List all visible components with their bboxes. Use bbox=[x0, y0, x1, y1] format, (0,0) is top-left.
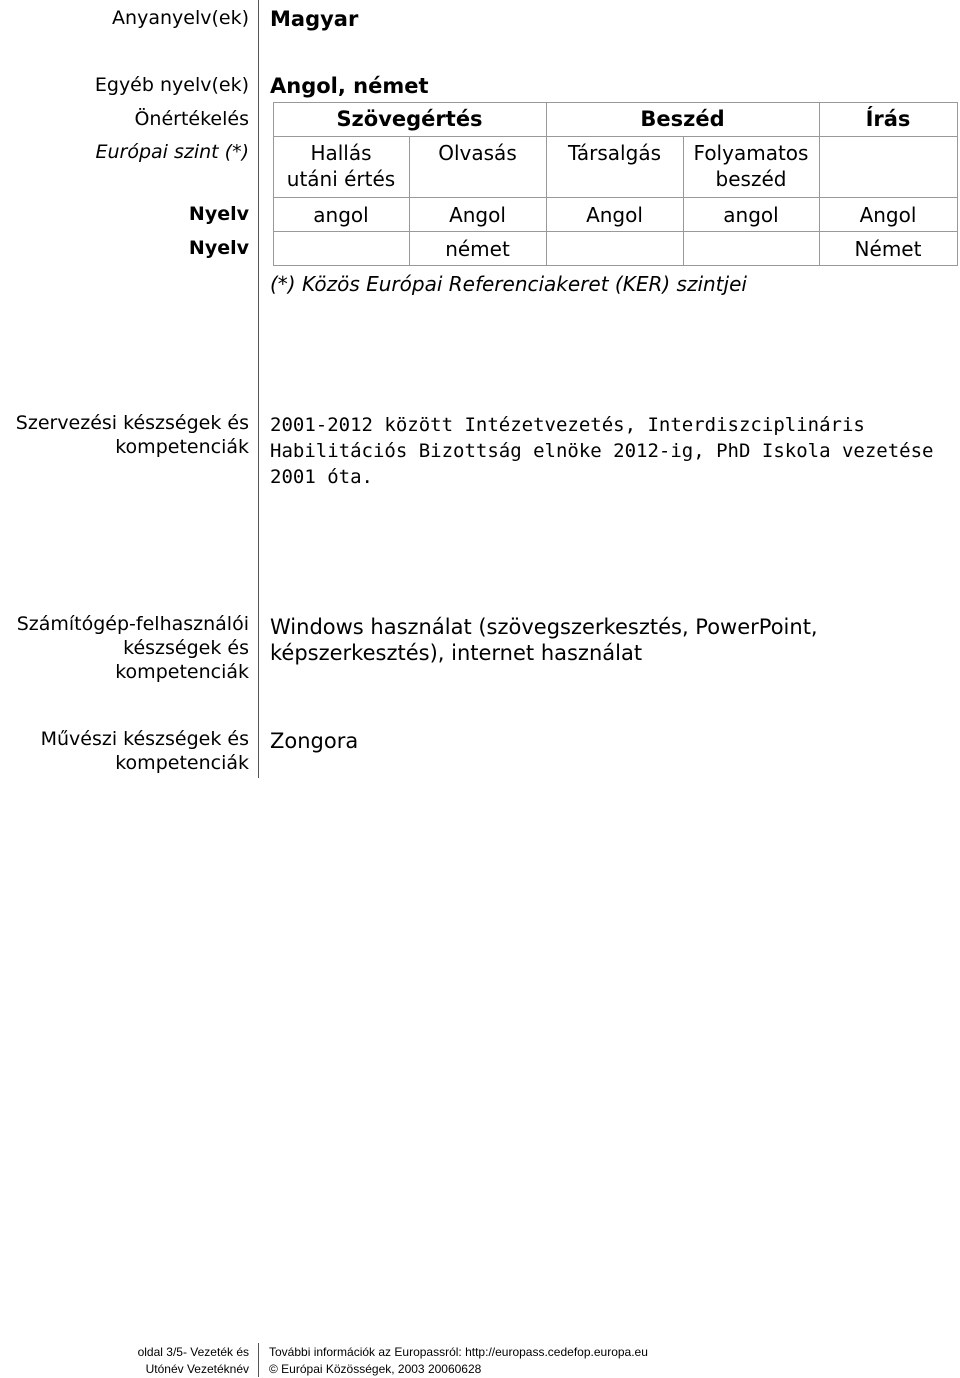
footer-page-info: oldal 3/5- Vezeték és Utónév Vezetéknév bbox=[137, 1345, 249, 1376]
footer-europass-info: További információk az Europassról: http://europass.cedefop.europa.eu © Európai Közösségek, 2003 20060628 bbox=[269, 1345, 648, 1376]
grid-cell: angol bbox=[313, 203, 369, 227]
sub-header-reading: Olvasás bbox=[438, 141, 517, 165]
grid-cell: Angol bbox=[586, 203, 643, 227]
footer-divider bbox=[258, 1343, 259, 1377]
language-row-label: Nyelv bbox=[188, 203, 249, 225]
computer-skills-text: Windows használat (szövegszerkesztés, PowerPoint, képszerkesztés), internet használat bbox=[270, 615, 818, 665]
group-header-writing: Írás bbox=[865, 107, 911, 131]
language-row-label: Nyelv bbox=[188, 237, 249, 259]
sub-header-production: Folyamatos beszéd bbox=[693, 141, 809, 191]
group-header-speaking: Beszéd bbox=[640, 107, 725, 131]
grid-cell: Német bbox=[854, 237, 922, 261]
cefr-note: (*) Közös Európai Referenciakeret (KER) szintjei bbox=[270, 272, 747, 296]
group-header-understanding: Szövegértés bbox=[336, 107, 483, 131]
grid-cell: angol bbox=[723, 203, 779, 227]
artistic-skills-label: Művészi készségek és kompetenciák bbox=[40, 728, 249, 774]
self-assessment-label: Önértékelés bbox=[134, 108, 249, 130]
computer-skills-label: Számítógép-felhasználói készségek és kompetenciák bbox=[16, 613, 249, 683]
language-grid bbox=[273, 102, 958, 265]
grid-cell: Angol bbox=[449, 203, 506, 227]
grid-cell: német bbox=[445, 237, 510, 261]
section-divider bbox=[258, 0, 259, 778]
artistic-skills-text: Zongora bbox=[270, 729, 359, 753]
sub-header-listening: Hallás utáni értés bbox=[286, 141, 396, 191]
mother-tongue-label: Anyanyelv(ek) bbox=[112, 7, 249, 29]
grid-cell: Angol bbox=[859, 203, 917, 227]
organisational-skills-label: Szervezési készségek és kompetenciák bbox=[15, 412, 249, 458]
european-level-label: Európai szint (*) bbox=[95, 141, 249, 163]
mother-tongue-value: Magyar bbox=[270, 7, 359, 31]
organisational-skills-text: 2001-2012 között Intézetvezetés, Interdiszciplináris Habilitációs Bizottság elnöke 2012-ig, PhD Iskola vezetése 2001 óta. bbox=[270, 414, 934, 488]
other-languages-label: Egyéb nyelv(ek) bbox=[94, 74, 249, 96]
sub-header-interaction: Társalgás bbox=[568, 141, 661, 165]
other-languages-value: Angol, német bbox=[270, 74, 429, 98]
